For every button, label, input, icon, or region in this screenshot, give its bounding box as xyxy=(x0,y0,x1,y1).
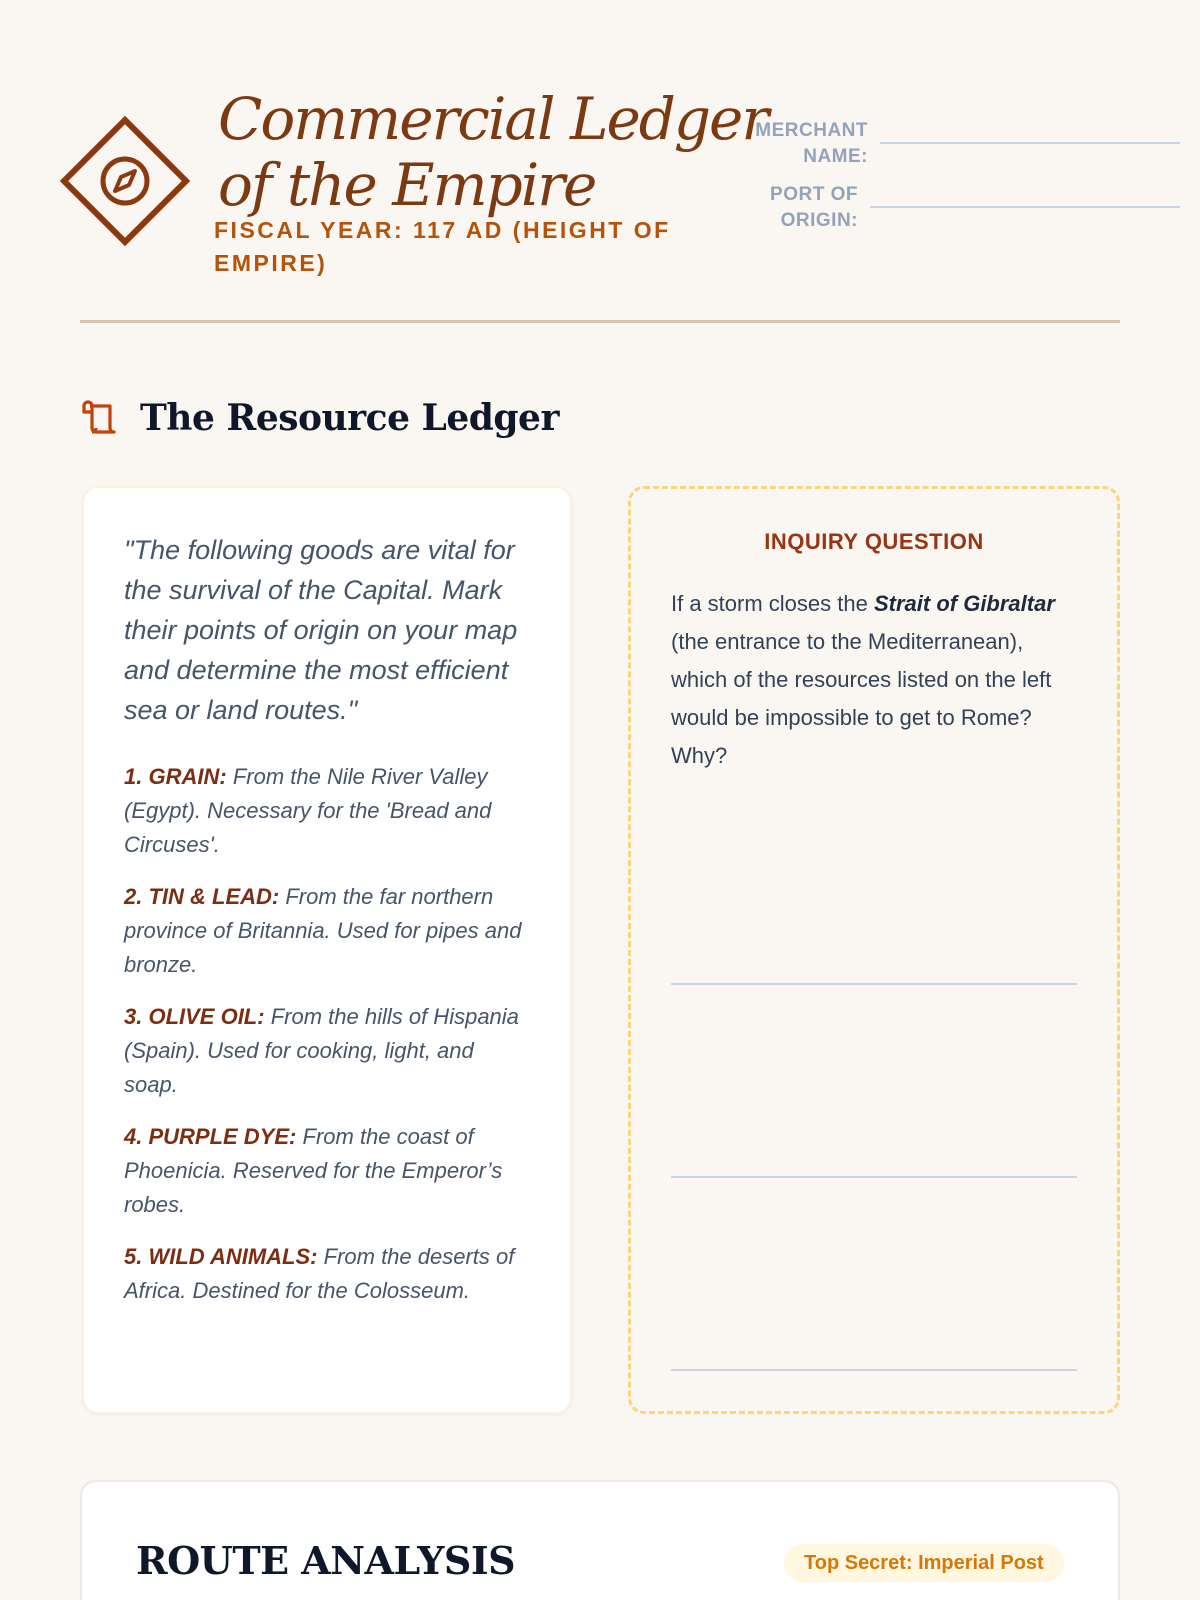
item-name: 4. PURPLE DYE: xyxy=(124,1124,297,1149)
item-text: From the coast of Phoenicia. Reserved for the Emperor’s robes. xyxy=(124,1124,503,1217)
merchant-name-input-line[interactable] xyxy=(880,142,1180,144)
port-of-origin-input-line[interactable] xyxy=(870,206,1180,208)
route-analysis-card xyxy=(80,1480,1120,1600)
answer-line-1[interactable] xyxy=(671,983,1077,985)
inquiry-label: INQUIRY QUESTION xyxy=(764,529,984,554)
inquiry-text-before: If a storm closes the xyxy=(671,591,868,616)
page-title: Commercial Ledger of the Empire xyxy=(218,85,768,219)
merchant-fields xyxy=(740,118,1180,246)
inquiry-emphasis: Strait of Gibraltar xyxy=(873,591,1055,616)
item-text: From the Nile River Valley (Egypt). Necessary for the 'Bread and Circuses'. xyxy=(124,764,492,857)
route-analysis-title: ROUTE ANALYSIS xyxy=(136,1538,516,1583)
answer-line-2[interactable] xyxy=(671,1176,1077,1178)
list-item xyxy=(124,880,530,982)
resource-list-card xyxy=(82,486,572,1414)
list-item xyxy=(124,1000,530,1102)
inquiry-question xyxy=(671,585,1077,775)
resource-ledger-heading xyxy=(80,394,559,442)
inquiry-card xyxy=(628,486,1120,1414)
merchant-name-field[interactable] xyxy=(740,118,1180,170)
item-name: 1. GRAIN: xyxy=(124,764,227,789)
item-name: 5. WILD ANIMALS: xyxy=(124,1244,318,1269)
page-header xyxy=(60,80,1120,280)
ledger-quote: "The following goods are vital for the survival of the Capital. Mark their points of origin on your map and determine the most efficient sea or land routes." xyxy=(124,535,518,725)
item-name: 3. OLIVE OIL: xyxy=(124,1004,265,1029)
merchant-name-label: MERCHANT NAME: xyxy=(755,120,868,167)
list-item xyxy=(124,1120,530,1222)
status-badge: Top Secret: Imperial Post xyxy=(784,1544,1064,1582)
list-item xyxy=(124,1240,530,1308)
scroll-icon xyxy=(80,398,120,438)
item-text: From the deserts of Africa. Destined for the Colosseum. xyxy=(124,1244,515,1303)
list-item xyxy=(124,760,530,862)
port-of-origin-field[interactable] xyxy=(740,182,1180,234)
fiscal-year-subtitle: FISCAL YEAR: 117 AD (HEIGHT OF EMPIRE) xyxy=(214,217,671,276)
header-divider xyxy=(80,320,1120,323)
inquiry-text-after: (the entrance to the Mediterranean), which of the resources listed on the left would be impossible to get to Rome? Why? xyxy=(671,629,1052,768)
item-text: From the hills of Hispania (Spain). Used for cooking, light, and soap. xyxy=(124,1004,519,1097)
answer-line-3[interactable] xyxy=(671,1369,1077,1371)
section-title: The Resource Ledger xyxy=(140,397,559,439)
item-text: From the far northern province of Britannia. Used for pipes and bronze. xyxy=(124,884,522,977)
item-name: 2. TIN & LEAD: xyxy=(124,884,280,909)
compass-diamond-icon xyxy=(60,116,190,246)
port-of-origin-label: PORT OF ORIGIN: xyxy=(770,184,858,231)
